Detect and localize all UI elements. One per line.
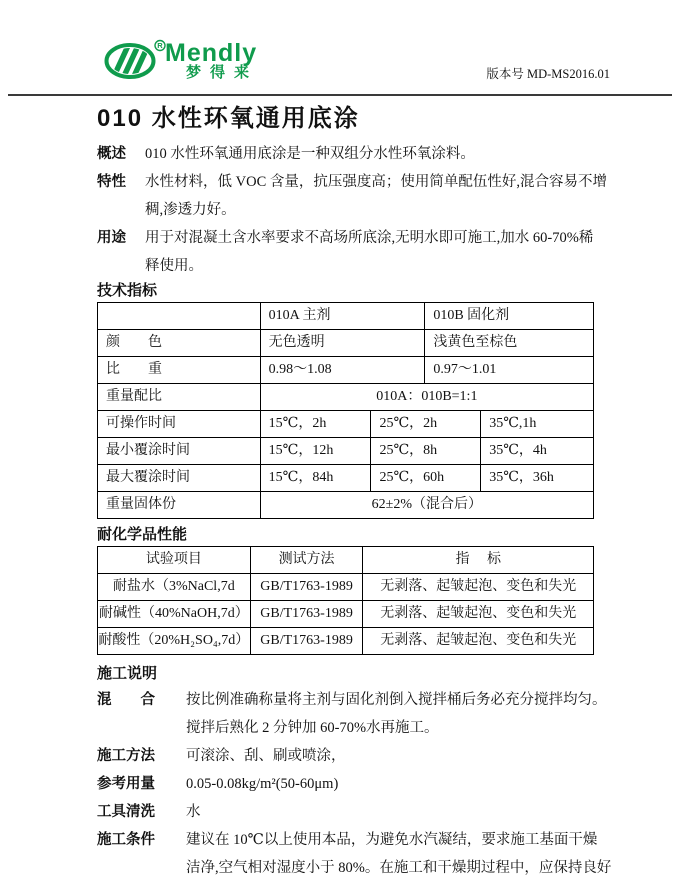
value-cell: 35℃，36h [481, 465, 594, 492]
mixing-line-1: 按比例准确称量将主剂与固化剂倒入搅拌桶后务必充分搅拌均匀。 [186, 692, 607, 708]
row-label-cell: 重量配比 [98, 384, 261, 411]
table-row [98, 357, 594, 384]
cleaning-label: 工具清洗 [97, 804, 155, 820]
version-label: 版本号 MD-MS2016.01 [486, 67, 610, 81]
features-line-1: 水性材料，低 VOC 含量，抗压强度高；使用简单配伍性好,混合容易不增 [145, 174, 607, 190]
tech-specs-table [97, 302, 594, 519]
page-title: 010 水性环氧通用底涂 [97, 105, 360, 132]
value-cell: 35℃,1h [481, 411, 594, 438]
test-method-cell: GB/T1763-1989 [251, 574, 364, 601]
table-row [98, 574, 594, 601]
method-item [97, 742, 594, 770]
usage-line-1: 用于对混凝土含水率要求不高场所底涂,无明水即可施工,加水 60-70%稀 [145, 230, 594, 246]
test-item-cell: 耐酸性（20%H₂SO₄,7d） [98, 628, 251, 655]
value-cell: 无色透明 [261, 330, 426, 357]
column-header-cell: 指 标 [363, 547, 594, 574]
value-cell: 35℃，4h [481, 438, 594, 465]
value-cell: 25℃，8h [371, 438, 481, 465]
column-header-cell: 测试方法 [251, 547, 364, 574]
row-label-cell [98, 303, 261, 330]
value-cell: 010B 固化剂 [425, 303, 594, 330]
value-cell: 010A：010B=1:1 [261, 384, 594, 411]
row-label-cell: 可操作时间 [98, 411, 261, 438]
row-label-cell: 最大覆涂时间 [98, 465, 261, 492]
registered-mark: R [157, 41, 163, 51]
row-label-cell: 颜 色 [98, 330, 261, 357]
header-divider [8, 94, 672, 96]
test-item-cell: 耐碱性（40%NaOH,7d） [98, 601, 251, 628]
brand-text [165, 39, 259, 81]
test-result-cell: 无剥落、起皱起泡、变色和失光 [363, 601, 594, 628]
test-result-cell: 无剥落、起皱起泡、变色和失光 [363, 574, 594, 601]
value-cell: 0.97～1.01 [425, 357, 594, 384]
chem-resistance-heading: 耐化学品性能 [97, 526, 188, 543]
row-label-cell: 重量固体份 [98, 492, 261, 519]
table-row [98, 411, 594, 438]
usage-label: 用途 [97, 230, 126, 246]
chem-resistance-table [97, 546, 594, 655]
method-label: 施工方法 [97, 748, 155, 764]
dosage-item [97, 770, 594, 798]
value-cell: 15℃，12h [261, 438, 372, 465]
overview-text: 010 水性环氧通用底涂是一种双组分水性环氧涂料。 [145, 146, 475, 162]
table-row [98, 465, 594, 492]
overview-section [97, 140, 594, 168]
value-cell: 62±2%（混合后） [261, 492, 594, 519]
dosage-label: 参考用量 [97, 776, 155, 792]
column-header-cell: 试验项目 [98, 547, 251, 574]
document-body [97, 104, 612, 882]
value-cell: 25℃，60h [371, 465, 481, 492]
value-cell: 010A 主剂 [261, 303, 426, 330]
table-row [98, 438, 594, 465]
conditions-item [97, 826, 612, 882]
mixing-line-2: 搅拌后熟化 2 分钟加 60-70%水再施工。 [186, 720, 439, 736]
tech-specs-heading: 技术指标 [97, 282, 158, 299]
overview-label: 概述 [97, 146, 126, 162]
row-label-cell: 最小覆涂时间 [98, 438, 261, 465]
usage-section [97, 224, 594, 280]
brand-logo [103, 38, 258, 81]
usage-line-2: 释使用。 [145, 258, 203, 274]
mixing-label: 混 合 [97, 692, 155, 708]
value-cell: 15℃，84h [261, 465, 372, 492]
conditions-line-1: 建议在 10℃以上使用本品，为避免水汽凝结，要求施工基面干燥 [186, 832, 598, 848]
brand-name-cn: 梦得来 [186, 64, 259, 81]
table-row [98, 330, 594, 357]
conditions-label: 施工条件 [97, 832, 155, 848]
test-method-cell: GB/T1763-1989 [251, 628, 364, 655]
table-row [98, 303, 594, 330]
cleaning-item [97, 798, 594, 826]
table-row [98, 492, 594, 519]
table-row [98, 628, 594, 655]
test-result-cell: 无剥落、起皱起泡、变色和失光 [363, 628, 594, 655]
value-cell: 15℃，2h [261, 411, 372, 438]
value-cell: 25℃，2h [371, 411, 481, 438]
table-row [98, 547, 594, 574]
test-item-cell: 耐盐水（3%NaCl,7d [98, 574, 251, 601]
features-label: 特性 [97, 174, 126, 190]
test-method-cell: GB/T1763-1989 [251, 601, 364, 628]
table-row [98, 384, 594, 411]
dosage-text: 0.05-0.08kg/m²(50-60μm) [186, 776, 339, 792]
table-row [98, 601, 594, 628]
method-text: 可滚涂、刮、刷或喷涂， [186, 748, 346, 764]
features-section [97, 168, 607, 224]
row-label-cell: 比 重 [98, 357, 261, 384]
features-line-2: 稠,渗透力好。 [145, 202, 236, 218]
logo-m-ellipse-icon [103, 38, 169, 80]
mixing-item [97, 686, 607, 742]
value-cell: 0.98～1.08 [261, 357, 426, 384]
construction-heading: 施工说明 [97, 665, 158, 682]
conditions-line-2: 洁净,空气相对湿度小于 80%。在施工和干燥期过程中，应保持良好 [186, 860, 612, 876]
brand-name: Mendly [165, 39, 258, 67]
value-cell: 浅黄色至棕色 [425, 330, 594, 357]
cleaning-text: 水 [186, 804, 201, 820]
